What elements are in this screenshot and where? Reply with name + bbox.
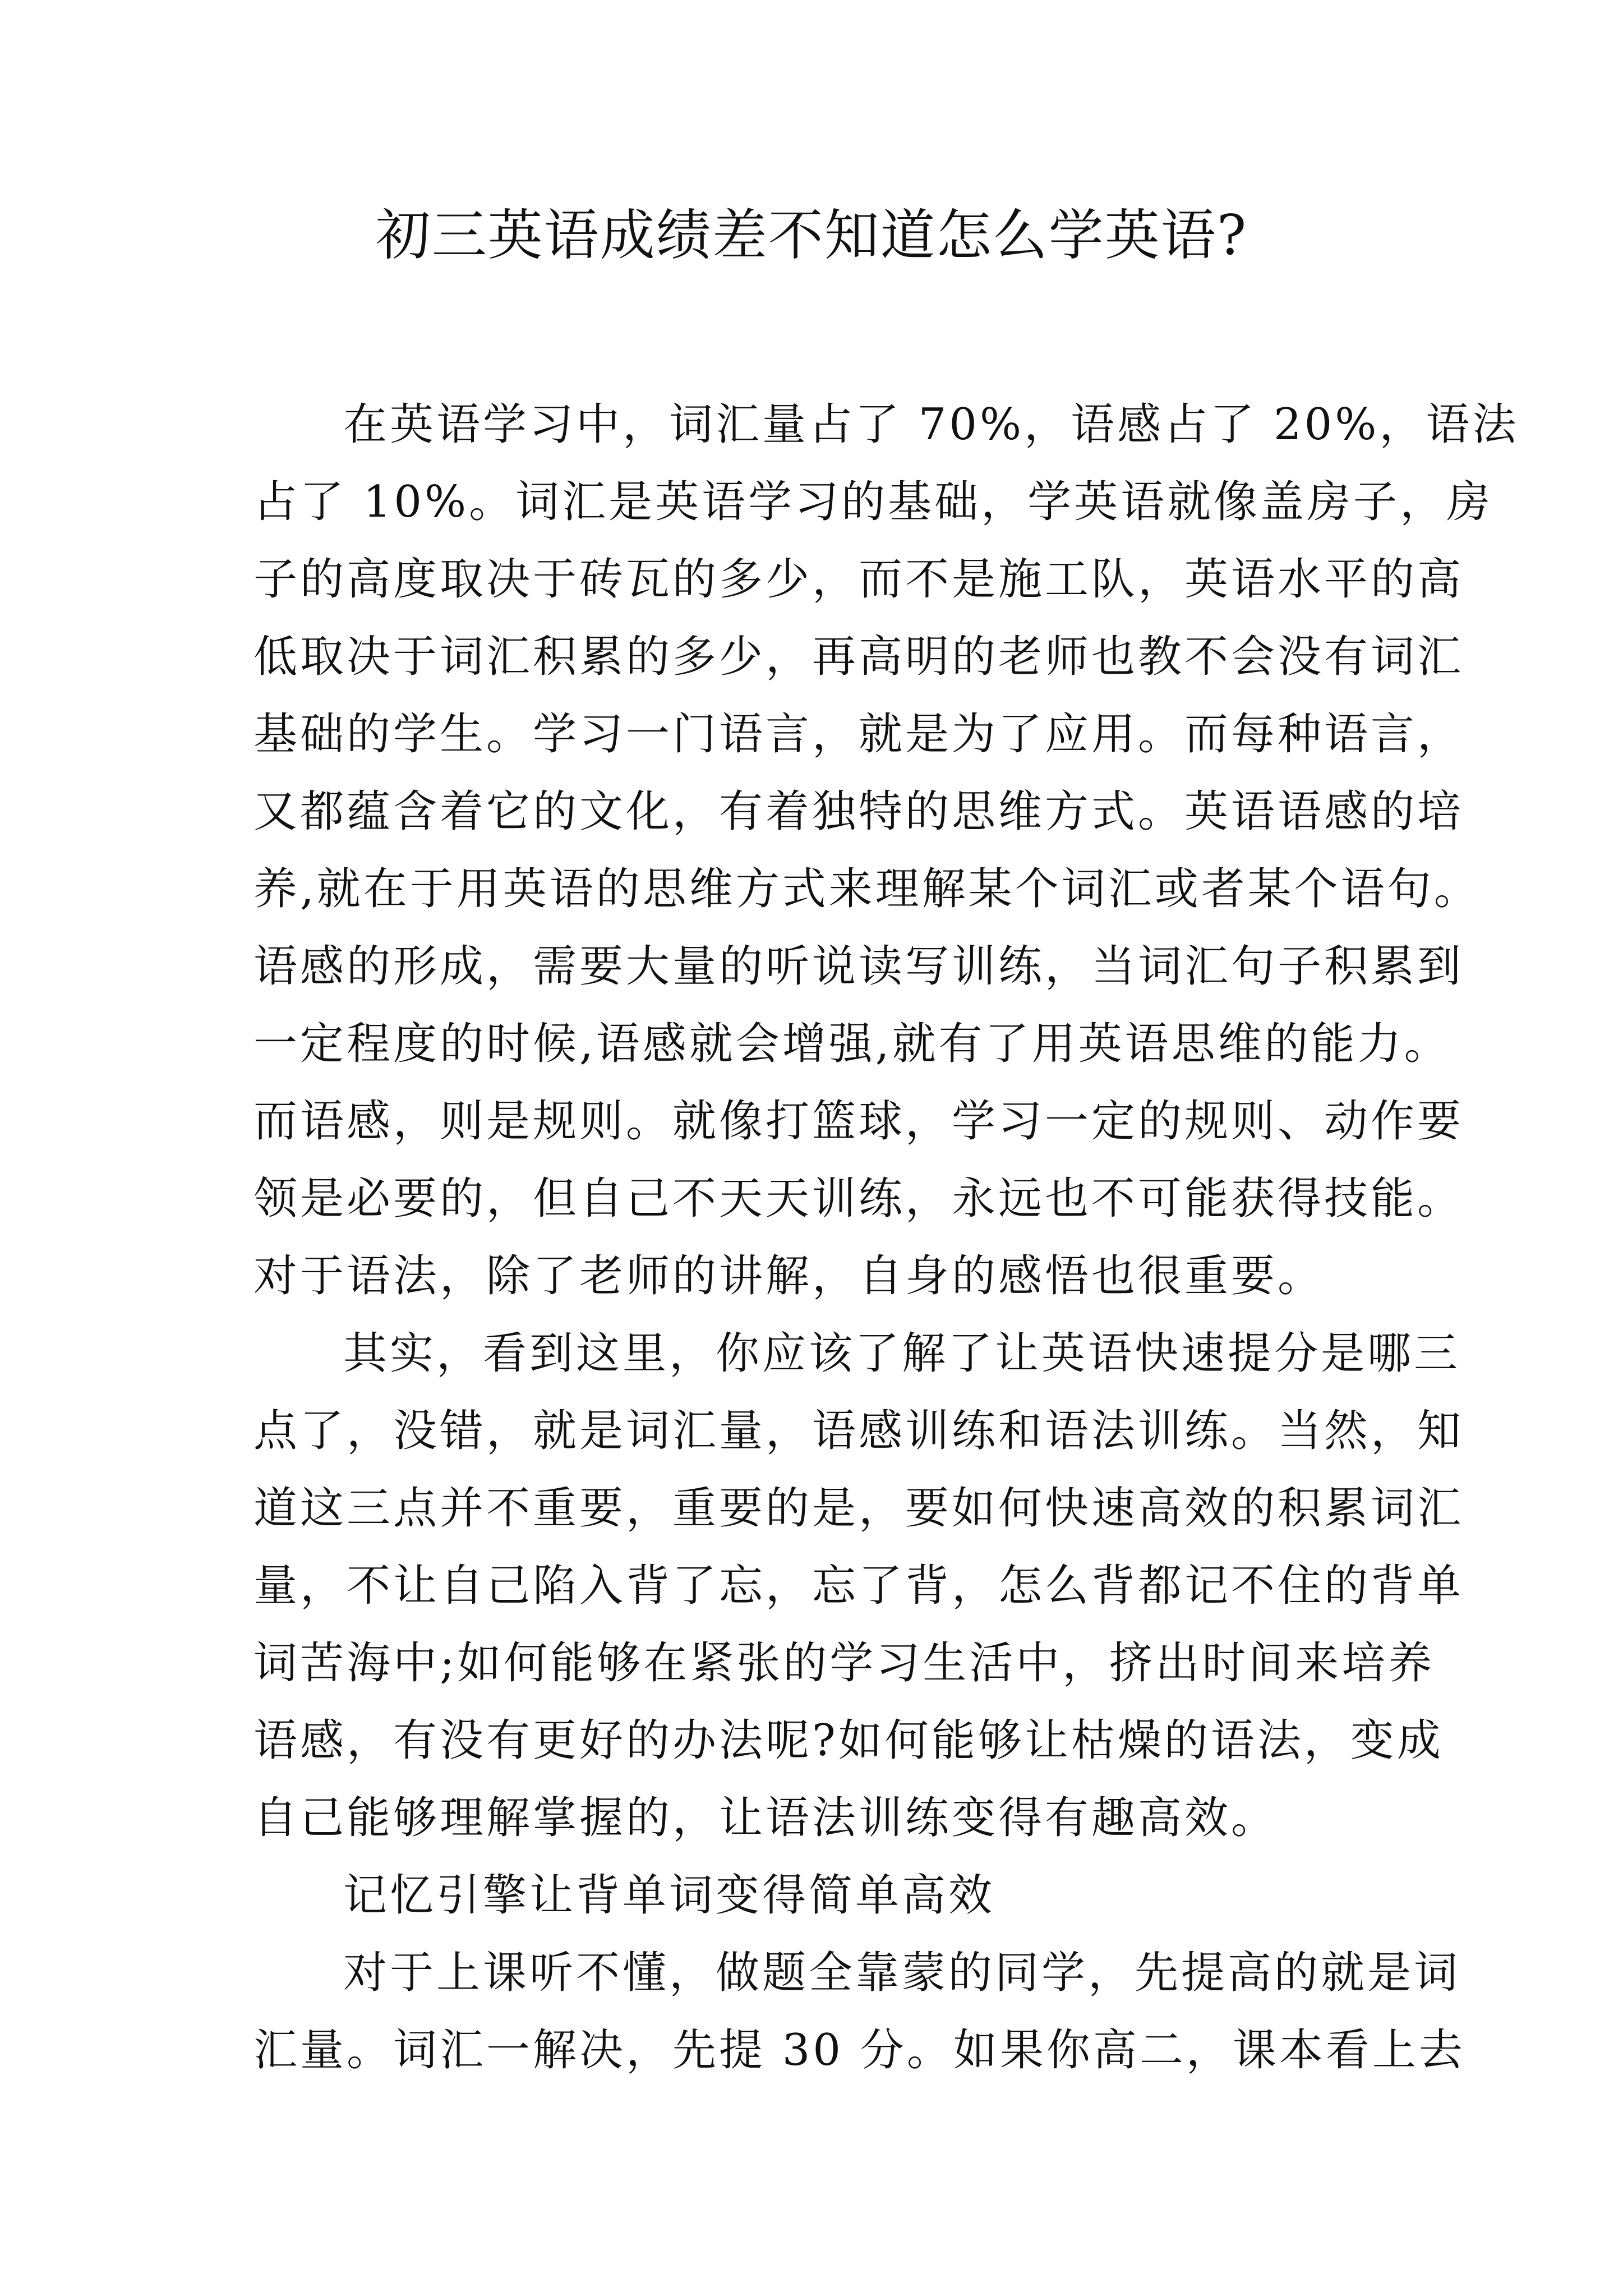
paragraph-1-line-2: 占了 10%。词汇是英语学习的基础，学英语就像盖房子，房 [253, 477, 1493, 527]
paragraph-3-line-2: 汇量。词汇一解决，先提 30 分。如果你高二，课本看上去 [253, 2025, 1465, 2076]
paragraph-1-line-11: 领是必要的，但自己不天天训练，永远也不可能获得技能。 [253, 1174, 1464, 1224]
paragraph-1-line-5: 基础的学生。学习一门语言，就是为了应用。而每种语言， [253, 709, 1464, 760]
paragraph-1-line-7: 养,就在于用英语的思维方式来理解某个词汇或者某个语句。 [253, 864, 1481, 914]
paragraph-1-line-10: 而语感，则是规则。就像打篮球，学习一定的规则、动作要 [253, 1096, 1464, 1147]
paragraph-1-line-1: 在英语学习中，词汇量占了 70%，语感占了 20%，语法 [343, 399, 1519, 450]
paragraph-3-line-1: 对于上课听不懂，做题全靠蒙的同学，先提高的就是词 [343, 1948, 1461, 1998]
paragraph-2-line-7: 自己能够理解掌握的，让语法训练变得有趣高效。 [253, 1793, 1278, 1843]
paragraph-1-line-4: 低取决于词汇积累的多少，再高明的老师也教不会没有词汇 [253, 632, 1464, 682]
paragraph-2-line-4: 量，不让自己陷入背了忘，忘了背，怎么背都记不住的背单 [253, 1561, 1464, 1611]
paragraph-1-line-6: 又都蕴含着它的文化，有着独特的思维方式。英语语感的培 [253, 786, 1464, 837]
paragraph-2-line-6: 语感，有没有更好的办法呢?如何能够让枯燥的语法，变成 [253, 1715, 1444, 1766]
document-body [253, 386, 1519, 2089]
paragraph-2-line-2: 点了，没错，就是词汇量，语感训练和语法训练。当然，知 [253, 1406, 1464, 1456]
document-title: 初三英语成绩差不知道怎么学英语? [375, 204, 1248, 268]
paragraph-2-line-5: 词苦海中;如何能够在紧张的学习生活中，挤出时间来培养 [253, 1638, 1435, 1688]
paragraph-1-line-12: 对于语法，除了老师的讲解，自身的感悟也很重要。 [253, 1251, 1325, 1301]
section-heading: 记忆引擎让背单词变得简单高效 [343, 1870, 995, 1921]
paragraph-2-line-1: 其实，看到这里，你应该了解了让英语快速提分是哪三 [343, 1328, 1461, 1379]
paragraph-1-line-8: 语感的形成，需要大量的听说读写训练，当词汇句子积累到 [253, 941, 1464, 992]
paragraph-1-line-3: 子的高度取决于砖瓦的多少，而不是施工队，英语水平的高 [253, 554, 1464, 605]
paragraph-1-line-9: 一定程度的时候,语感就会增强,就有了用英语思维的能力。 [253, 1019, 1451, 1069]
paragraph-2-line-3: 道这三点并不重要，重要的是，要如何快速高效的积累词汇 [253, 1483, 1464, 1534]
